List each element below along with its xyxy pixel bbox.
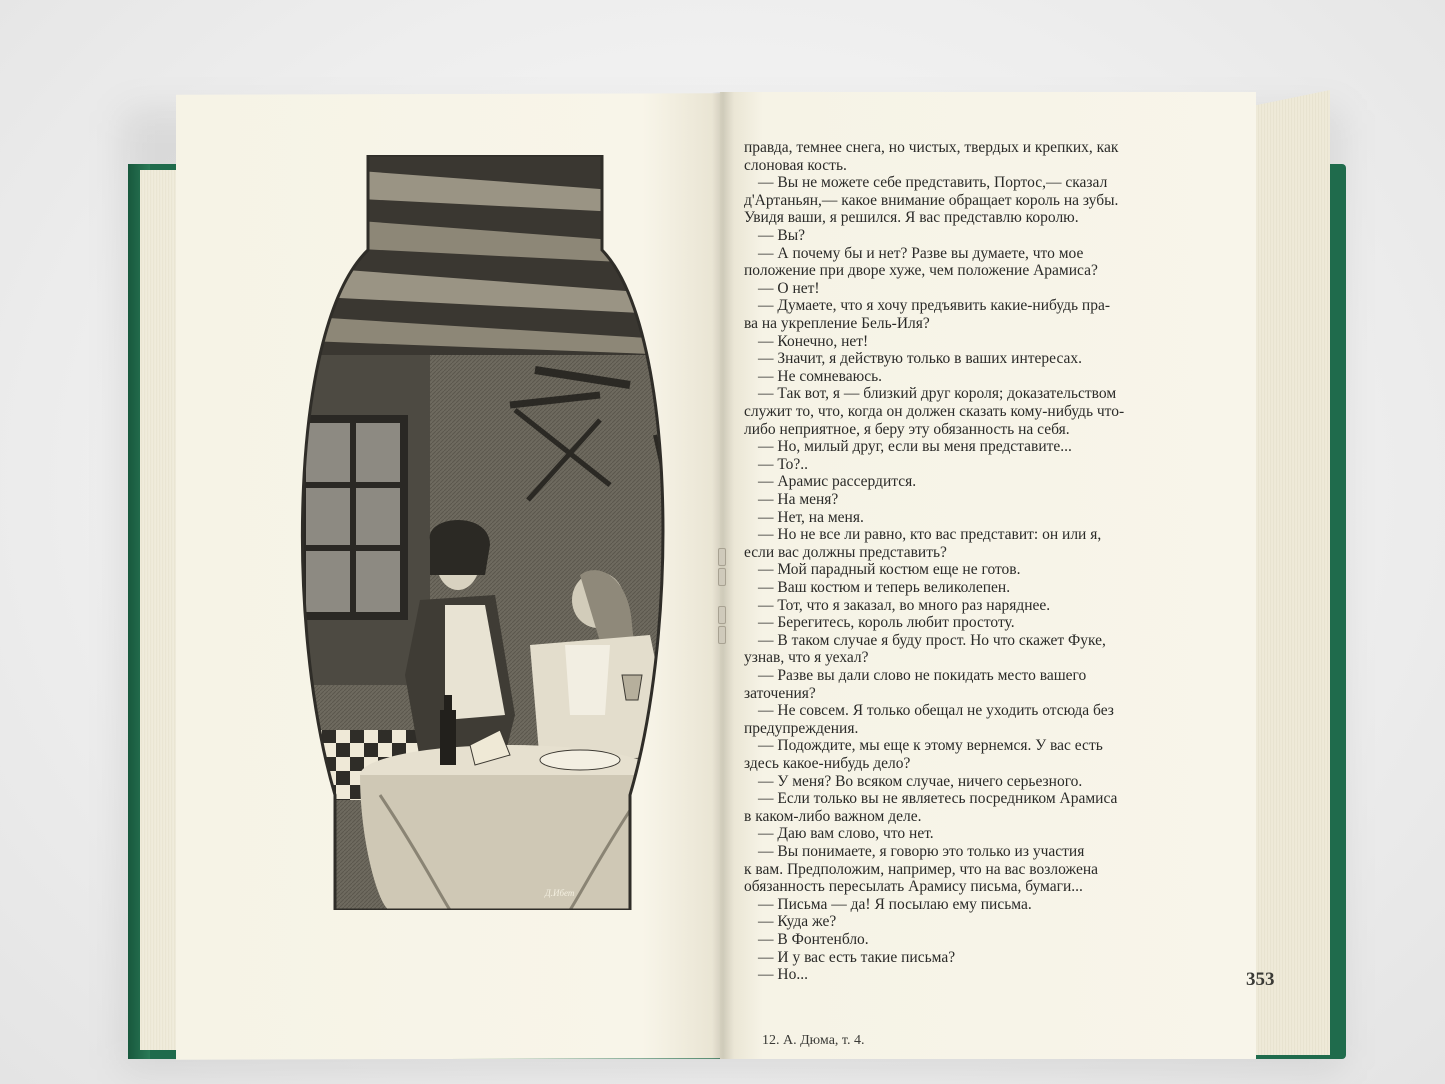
text-line: — Конечно, нет! <box>758 332 869 350</box>
binding-thread <box>718 626 726 644</box>
binding-thread <box>718 568 726 586</box>
text-line: Увидя ваши, я решился. Я вас представлю королю. <box>744 209 1079 227</box>
binding-thread <box>718 606 726 624</box>
text-line: — А почему бы и нет? Разве вы думаете, что мое <box>758 244 1084 262</box>
text-line: служит то, что, когда он должен сказать кому-нибудь что- <box>744 403 1125 420</box>
text-line: положение при дворе хуже, чем положение Арамиса? <box>744 262 1098 280</box>
text-line: — То?.. <box>758 455 809 473</box>
text-line: — И у вас есть такие письма? <box>758 948 956 966</box>
text-line: — Арамис рассердится. <box>758 473 917 491</box>
text-line: — Если только вы не являетесь посредником Арамиса <box>758 790 1118 808</box>
page-footer: 12. А. Дюма, т. 4. <box>762 1033 865 1048</box>
text-line: — В таком случае я буду прост. Но что скажет Фуке, <box>758 631 1106 649</box>
page-text <box>744 130 1224 1010</box>
text-line: — Нет, на меня. <box>758 508 864 526</box>
text-line: слоновая кость. <box>744 156 847 174</box>
page-number: 353 <box>1246 969 1275 990</box>
text-line: — Значит, я действую только в ваших интересах. <box>758 350 1083 368</box>
text-line: здесь какое-нибудь дело? <box>744 755 911 772</box>
text-line: предупреждения. <box>744 719 859 737</box>
text-line: — В Фонтенбло. <box>758 931 869 948</box>
text-line: — Но... <box>758 966 808 984</box>
text-line: ва на укрепление Бель-Иля? <box>744 315 930 332</box>
text-line: — Письма — да! Я посылаю ему письма. <box>758 895 1032 913</box>
text-line: обязанность пересылать Арамису письма, бумаги... <box>744 878 1083 896</box>
text-line: либо неприятное, я беру эту обязанность на себя. <box>744 420 1070 438</box>
text-line: если вас должны представить? <box>744 543 947 561</box>
artist-signature: Д.Ибет <box>545 888 575 898</box>
text-line: — Мой парадный костюм еще не готов. <box>758 561 1021 579</box>
text-line: — Тот, что я заказал, во много раз наряднее. <box>758 596 1051 614</box>
text-line: к вам. Предположим, например, что на вас возложена <box>744 860 1098 878</box>
text-line: заточения? <box>744 684 816 702</box>
text-line: — Берегитесь, король любит простоту. <box>758 614 1015 632</box>
text-line: д'Артаньян,— какое внимание обращает король на зубы. <box>744 191 1119 209</box>
text-line: — Ваш костюм и теперь великолепен. <box>758 579 1011 596</box>
text-line: — Но, милый друг, если вы меня представите... <box>758 438 1072 456</box>
text-line: — Так вот, я — близкий друг короля; доказательством <box>758 385 1117 403</box>
woodcut-tavern-scene-icon <box>280 155 680 910</box>
text-line: в каком-либо важном деле. <box>744 807 922 825</box>
text-line: — Не совсем. Я только обещал не уходить отсюда без <box>758 702 1114 720</box>
text-line: — Думаете, что я хочу предъявить какие-нибудь пра- <box>758 297 1110 315</box>
text-line: — Вы? <box>758 227 806 244</box>
text-line: — Даю вам слово, что нет. <box>758 825 934 843</box>
text-line: — О нет! <box>758 279 820 297</box>
text-line: — У меня? Во всяком случае, ничего серьезного. <box>758 772 1083 790</box>
text-line: — Разве вы дали слово не покидать место вашего <box>758 667 1087 684</box>
text-line: — Куда же? <box>758 913 837 931</box>
binding-thread <box>718 548 726 566</box>
text-line: — Вы не можете себе представить, Портос,— сказал <box>758 174 1108 192</box>
text-line: — На меня? <box>758 491 839 508</box>
text-line: — Но не все ли равно, кто вас представит: он или я, <box>758 526 1102 544</box>
text-line: узнав, что я уехал? <box>744 649 869 667</box>
text-line: — Вы понимаете, я говорю это только из участия <box>758 843 1085 860</box>
text-line: — Подождите, мы еще к этому вернемся. У вас есть <box>758 737 1103 755</box>
text-line: — Не сомневаюсь. <box>758 367 883 385</box>
text-line: правда, темнее снега, но чистых, твердых и крепких, как <box>744 139 1119 156</box>
